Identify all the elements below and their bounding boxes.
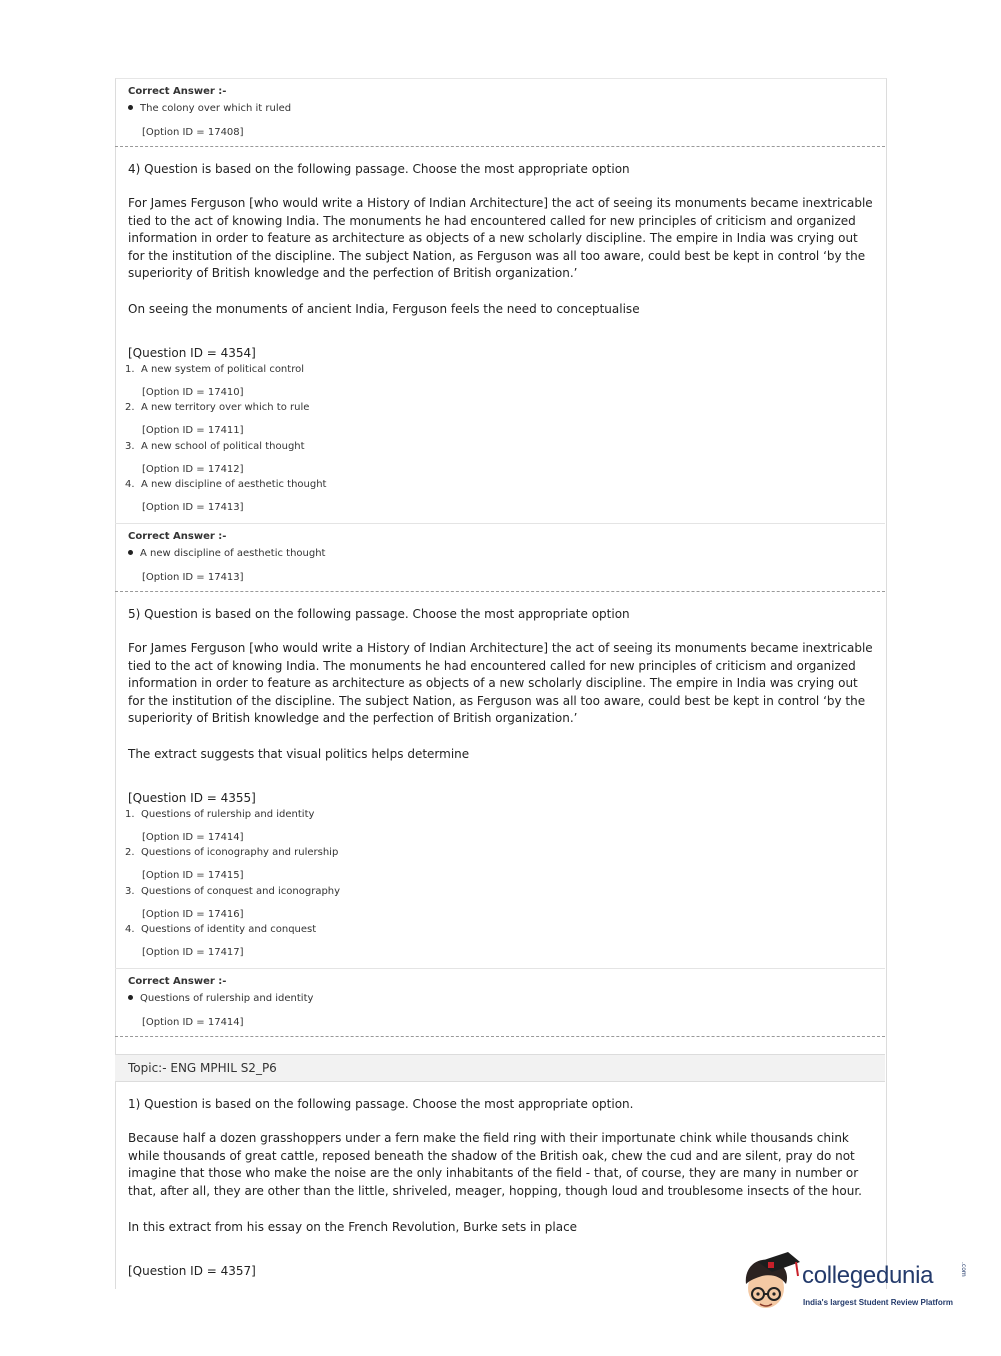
question-stem: In this extract from his essay on the French Revolution, Burke sets in place	[128, 1220, 578, 1234]
question-heading: 1) Question is based on the following passage. Choose the most appropriate option.	[128, 1097, 634, 1111]
correct-answer-label: Correct Answer :-	[128, 976, 227, 987]
section-divider	[115, 1036, 885, 1037]
option-id: [Option ID = 17415]	[142, 870, 244, 881]
option-number: 1.	[125, 809, 135, 820]
question-id: [Question ID = 4357]	[128, 1264, 256, 1278]
option-item	[125, 402, 309, 413]
option-item	[125, 924, 316, 935]
question-id: [Question ID = 4354]	[128, 346, 256, 360]
bullet-icon	[128, 105, 133, 110]
correct-answer-label: Correct Answer :-	[128, 86, 227, 97]
collegedunia-logo	[738, 1248, 978, 1318]
question-id: [Question ID = 4355]	[128, 791, 256, 805]
option-number: 2.	[125, 847, 135, 858]
option-item	[125, 441, 305, 452]
question-heading: 4) Question is based on the following passage. Choose the most appropriate option	[128, 162, 630, 176]
question-passage: For James Ferguson [who would write a History of Indian Architecture] the act of seeing its monuments became inextricable tied to the act of knowing India. The monuments he had encountered called for new principles of criticism and organized information in order to feature as architecture as objects of a new scholarly discipline. The empire in India was crying out for the institution of the discipline. The subject Nation, as Ferguson was all too aware, could best be kept in control ‘by the superiority of British knowledge and the perfection of British organization.’	[128, 196, 873, 281]
bullet-icon	[128, 550, 133, 555]
question-stem: The extract suggests that visual politics helps determine	[128, 747, 470, 761]
option-text: Questions of identity and conquest	[141, 924, 317, 935]
option-text: Questions of rulership and identity	[141, 809, 315, 820]
question-stem: On seeing the monuments of ancient India, Ferguson feels the need to conceptualise	[128, 302, 640, 316]
option-id: [Option ID = 17414]	[142, 832, 244, 843]
option-number: 3.	[125, 886, 135, 897]
correct-answer-item	[128, 548, 325, 559]
option-id: [Option ID = 17413]	[142, 502, 244, 513]
correct-answer-text: The colony over which it ruled	[140, 103, 292, 114]
topic-title: Topic:- ENG MPHIL S2_P6	[128, 1061, 277, 1075]
section-divider	[115, 146, 885, 147]
option-number: 4.	[125, 924, 135, 935]
correct-answer-item	[128, 103, 291, 114]
option-number: 1.	[125, 364, 135, 375]
option-number: 2.	[125, 402, 135, 413]
option-item	[125, 847, 338, 858]
answer-divider	[115, 523, 885, 524]
option-number: 4.	[125, 479, 135, 490]
option-id: [Option ID = 17411]	[142, 425, 244, 436]
option-id: [Option ID = 17412]	[142, 464, 244, 475]
correct-answer-text: Questions of rulership and identity	[140, 993, 314, 1004]
option-id: [Option ID = 17410]	[142, 387, 244, 398]
option-number: 3.	[125, 441, 135, 452]
correct-answer-option-id: [Option ID = 17414]	[142, 1017, 244, 1028]
option-text: A new school of political thought	[141, 441, 305, 452]
topic-bar	[115, 1054, 885, 1082]
option-id: [Option ID = 17416]	[142, 909, 244, 920]
brand-tagline: India's largest Student Review Platform	[803, 1298, 953, 1307]
option-text: Questions of conquest and iconography	[141, 886, 341, 897]
option-item	[125, 479, 326, 490]
brand-suffix: .com	[960, 1262, 967, 1277]
correct-answer-option-id: [Option ID = 17408]	[142, 127, 244, 138]
option-text: A new territory over which to rule	[141, 402, 310, 413]
correct-answer-option-id: [Option ID = 17413]	[142, 572, 244, 583]
option-text: Questions of iconography and rulership	[141, 847, 339, 858]
option-item	[125, 364, 304, 375]
correct-answer-label: Correct Answer :-	[128, 531, 227, 542]
section-divider	[115, 591, 885, 592]
option-item	[125, 886, 340, 897]
option-text: A new discipline of aesthetic thought	[141, 479, 327, 490]
option-id: [Option ID = 17417]	[142, 947, 244, 958]
option-text: A new system of political control	[141, 364, 304, 375]
question-heading: 5) Question is based on the following passage. Choose the most appropriate option	[128, 607, 630, 621]
question-passage: For James Ferguson [who would write a History of Indian Architecture] the act of seeing its monuments became inextricable tied to the act of knowing India. The monuments he had encountered called for new principles of criticism and organized information in order to feature as architecture as objects of a new scholarly discipline. The empire in India was crying out for the institution of the discipline. The subject Nation, as Ferguson was all too aware, could best be kept in control ‘by the superiority of British knowledge and the perfection of British organization.’	[128, 641, 873, 726]
answer-divider	[115, 968, 885, 969]
option-item	[125, 809, 314, 820]
mascot-icon	[738, 1248, 802, 1314]
brand-name: collegedunia	[802, 1262, 934, 1289]
correct-answer-text: A new discipline of aesthetic thought	[140, 548, 326, 559]
correct-answer-item	[128, 993, 313, 1004]
bullet-icon	[128, 995, 133, 1000]
question-passage: Because half a dozen grasshoppers under a fern make the field ring with their importunate chink while thousands chink while thousands of great cattle, reposed beneath the shadow of the British oak, chew the cud and are silent, pray do not imagine that those who make the noise are the only inhabitants of the field - that, of course, they are many in number or that, after all, they are other than the little, shriveled, meager, hopping, though loud and troublesome insects of the hour.	[128, 1131, 862, 1198]
